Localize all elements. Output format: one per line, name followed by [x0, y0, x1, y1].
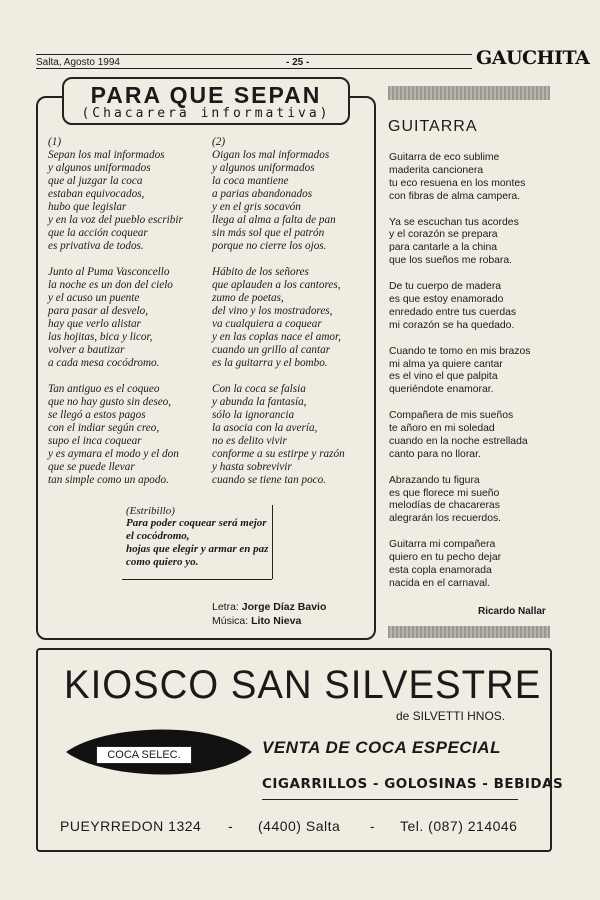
letra-author: Jorge Díaz Bavio [241, 601, 327, 613]
estribillo-text: Para poder coquear será mejor el cocódromo, hojas que elegir y armar en paz como quiero yo. [126, 517, 269, 568]
musica-label: Música: [212, 615, 249, 627]
article-subtitle: (Chacarera informativa) [81, 106, 331, 121]
guitarra-title: GUITARRA [388, 118, 478, 135]
letra-label: Letra: [212, 601, 239, 613]
article-title: PARA QUE SEPAN [90, 82, 322, 108]
issue-date: Salta, Agosto 1994 [36, 57, 120, 68]
song-credits [212, 600, 326, 628]
ad-subtitle: de SILVETTI HNOS. [396, 709, 506, 723]
song-column-1: (1) Sepan los mal informados y algunos uniformados que al juzgar la coca estaban equivocados, hubo que legislar y en la voz del pueblo escribir que la acción coquear es privativa de todos. Junto al Puma Vasconcello la noche es un don del cielo y el acuso un puente para pasar al desvelo, hay que verlo alistar las hojitas, bica y licor, volver a bautizar a cada mesa cocódromo. Tan antiguo es el coqueo que no hay gusto sin deseo, se llegó a estos pagos con el indiar según creo, supo el inca coquear y es aymara el modo y el don que se puede llevar tan simple como un apodo. [48, 136, 183, 486]
ad-city: (4400) Salta [258, 818, 341, 834]
guitarra-top-bar [388, 86, 550, 100]
estribillo-horizontal-rule [122, 579, 272, 580]
song-column-2: (2) Oigan los mal informados y algunos uniformados la coca mantiene a parias abandonados y en el gris socavón llega al alma a falta de pan sin más sol que el patrón porque no cierre los ojos. Hábito de los señores que aplauden a los cantores, zumo de poetas, del vino y los mostradores, va cualquiera a coquear y en las coplas nace el amor, cuando un grillo al cantar es la guitarra y el bombo. Con la coca se falsia y abunda la fantasía, sólo la ignorancia la asocia con la avería, no es delito vivir conforme a su estirpe y razón y hasta sobrevivir cuando se tiene tan poco. [212, 136, 345, 486]
page-number: - 25 - [286, 57, 310, 68]
publication-logo: GAUCHITA [476, 47, 590, 69]
ad-products-rule [262, 799, 518, 800]
guitarra-author: Ricardo Nallar [478, 606, 546, 617]
header-top-rule [36, 54, 472, 55]
ad-phone: Tel. (087) 214046 [400, 818, 518, 834]
ad-separator-1: - [228, 818, 234, 834]
ad-address: PUEYRREDON 1324 [60, 818, 202, 834]
guitarra-poem: Guitarra de eco sublime maderita cancionera tu eco resuena en los montes con fibras de alma campera. Ya se escuchan tus acordes y el corazón se prepara para cantarle a la china que los sueños me robara. De tu cuerpo de madera es que estoy enamorado enredado entre tus cuerdas mi corazón se ha quedado. Cuando te tomo en mis brazos mi alma ya quiere cantar es el vino el que palpita queriéndote enamorar. Compañera de mis sueños te añoro en mi soledad cuando en la noche estrellada canto para no llorar. Abrazando tu figura es que florece mi sueño melodías de chacareras alegrarán los recuerdos. Guitarra mi compañera quiero en tu pecho dejar esta copla enamorada nacida en el carnaval. [389, 152, 531, 589]
article-title-box [62, 77, 350, 125]
ad-products: CIGARRILLOS - GOLOSINAS - BEBIDAS [262, 776, 564, 792]
ad-title: KIOSCO SAN SILVESTRE [64, 663, 542, 707]
header-rule [36, 68, 472, 69]
estribillo-heading: (Estribillo) [126, 505, 175, 517]
musica-author: Lito Nieva [251, 615, 302, 627]
guitarra-bottom-bar [388, 626, 550, 638]
ad-separator-2: - [370, 818, 376, 834]
ad-venta-coca: VENTA DE COCA ESPECIAL [262, 738, 501, 757]
estribillo-vertical-rule [272, 505, 273, 579]
coca-selec-label: COCA SELEC. [96, 746, 192, 764]
